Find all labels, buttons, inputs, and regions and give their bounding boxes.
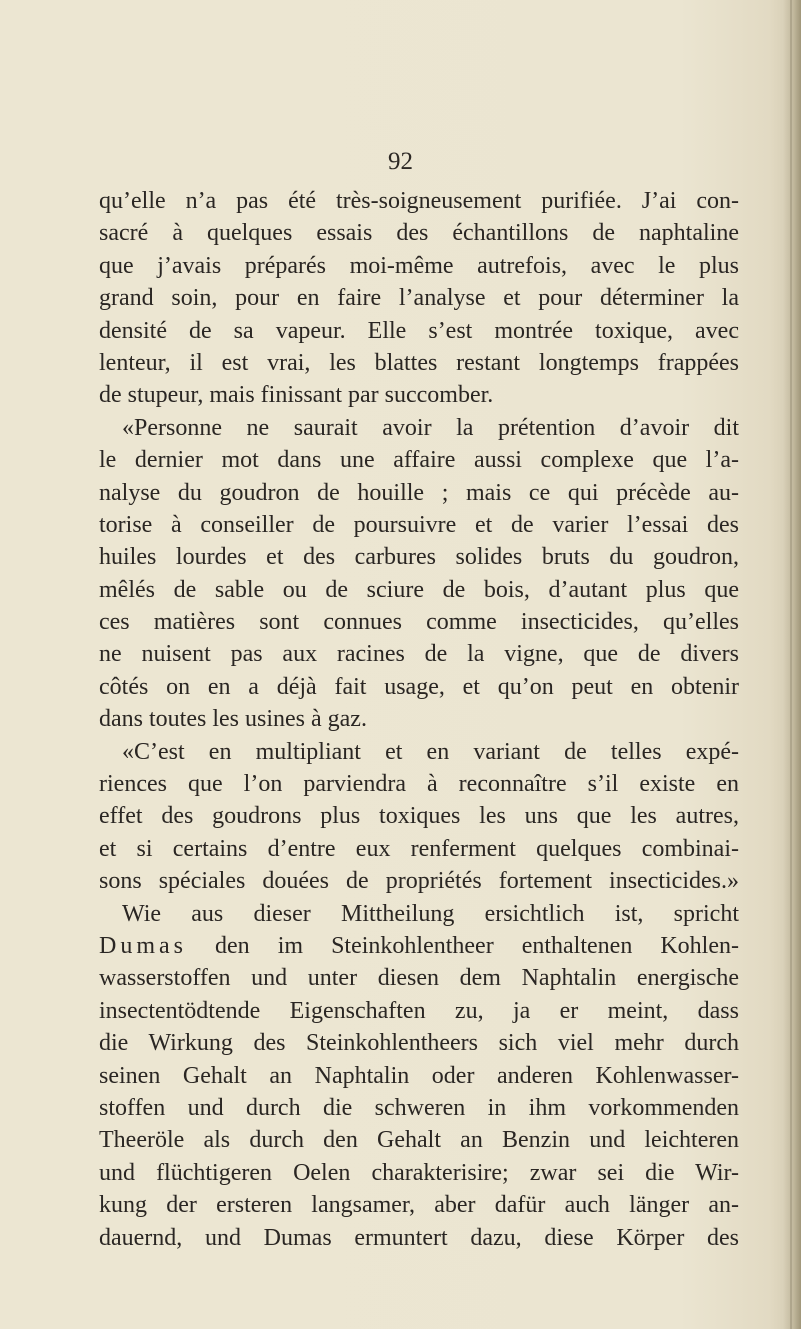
text-line: seinen Gehalt an Naphtalin oder anderen Kohlenwasser- — [99, 1062, 739, 1089]
text-line: et si certains d’entre eux renferment quelques combinai- — [99, 835, 739, 862]
text-line: densité de sa vapeur. Elle s’est montrée toxique, avec — [99, 317, 739, 344]
text-line: mêlés de sable ou de sciure de bois, d’autant plus que — [99, 576, 739, 603]
page-edge-shadow — [783, 0, 801, 1329]
text-line: dans toutes les usines à gaz. — [99, 706, 367, 733]
text-line: huiles lourdes et des carbures solides bruts du goudron, — [99, 544, 739, 571]
text-line: wasserstoffen und unter diesen dem Naphtalin energische — [99, 965, 739, 992]
text-line: de stupeur, mais finissant par succomber. — [99, 382, 494, 409]
text-line: effet des goudrons plus toxiques les uns que les autres, — [99, 803, 739, 830]
body-text — [99, 185, 739, 1254]
text-line: «C’est en multipliant et en variant de telles expé- — [122, 738, 739, 765]
text-line: ces matières sont connues comme insecticides, qu’elles — [99, 609, 739, 636]
text-line: «Personne ne saurait avoir la prétention d’avoir dit — [122, 414, 739, 441]
text-line: die Wirkung des Steinkohlentheers sich viel mehr durch — [99, 1030, 739, 1057]
text-line: lenteur, il est vrai, les blattes restant longtemps frappées — [99, 349, 739, 376]
text-line: grand soin, pour en faire l’analyse et pour déterminer la — [99, 285, 739, 312]
text-line: ne nuisent pas aux racines de la vigne, que de divers — [99, 641, 739, 668]
text-line: Wie aus dieser Mittheilung ersichtlich ist, spricht — [122, 900, 739, 927]
text-line: und flüchtigeren Oelen charakterisire; zwar sei die Wir- — [99, 1159, 739, 1186]
text-line: Theeröle als durch den Gehalt an Benzin und leichteren — [99, 1127, 739, 1154]
text-line-rest: den im Steinkohlentheer enthaltenen Kohlen- — [187, 932, 739, 959]
page-edge-line — [790, 0, 792, 1329]
text-line — [99, 930, 739, 962]
text-line: dauernd, und Dumas ermuntert dazu, diese Körper des — [99, 1224, 739, 1251]
text-line: qu’elle n’a pas été très-soigneusement purifiée. J’ai con- — [99, 188, 739, 214]
text-line: sons spéciales douées de propriétés fortement insecticides.» — [99, 868, 739, 895]
page-number: 92 — [388, 148, 413, 175]
text-line: sacré à quelques essais des échantillons de naphtaline — [99, 220, 739, 247]
text-line: nalyse du goudron de houille ; mais ce qui précède au- — [99, 479, 739, 506]
text-line: le dernier mot dans une affaire aussi complexe que l’a- — [99, 447, 739, 474]
text-line: insectentödtende Eigenschaften zu, ja er meint, dass — [99, 997, 739, 1024]
text-line: kung der ersteren langsamer, aber dafür auch länger an- — [99, 1192, 739, 1219]
text-line: côtés on en a déjà fait usage, et qu’on peut en obtenir — [99, 673, 739, 700]
text-line: riences que l’on parviendra à reconnaître s’il existe en — [99, 771, 739, 798]
text-line: stoffen und durch die schweren in ihm vorkommenden — [99, 1094, 739, 1121]
author-name-spaced: Dumas — [99, 932, 187, 959]
text-line: torise à conseiller de poursuivre et de varier l’essai des — [99, 511, 739, 538]
text-line: que j’avais préparés moi-même autrefois, avec le plus — [99, 252, 739, 279]
